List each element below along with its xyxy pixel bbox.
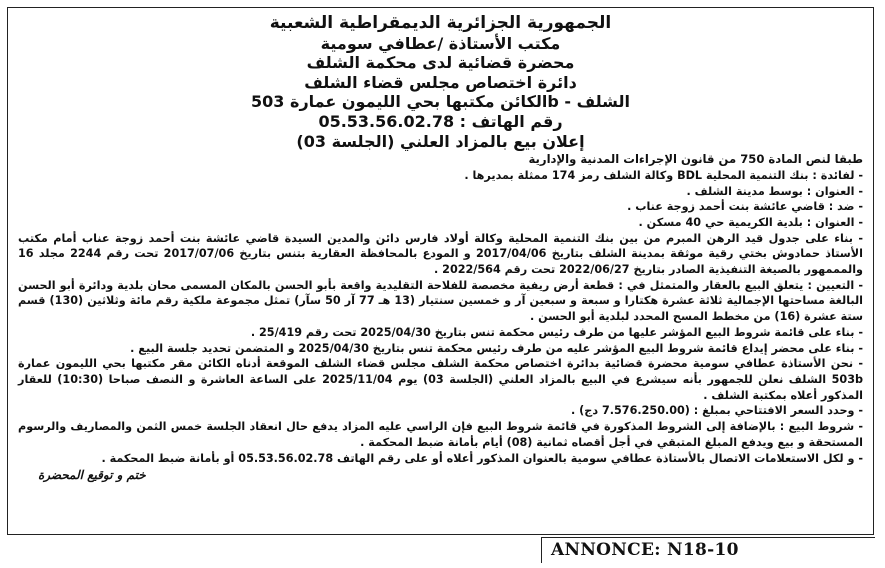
opening-price: - وحدد السعر الافتتاحي بمبلغ : (7.576.250.00 دج) . [571, 404, 863, 418]
header-bailiff: محضرة قضائية لدى محكمة الشلف [306, 53, 575, 73]
contact-info: - و لكل الاستعلامات الاتصال بالأستاذة عطافي سومية بالعنوان المذكور أعلاه أو على رقم الهاتف 05.53.56.02.78 أو بأمانة ضبط المحكمة . [101, 451, 863, 465]
header-phone: رقم الهاتف : 05.53.56.02.78 [318, 111, 563, 131]
mortgage-reference: - بناء على جدول قيد الرهن المبرم من بين بنك التنمية المحلية وكالة أولاد فارس دائن والمدين السيدة قاضي عائشة بنت أحمد زوجة عناب أمام مكتب الأستاذ حمادوش بختي رقية موثقة بمدينة الشلف بتاريخ 2017/04/06 و المودع بالمحافظة العقارية بتنس بتاريخ 2017/07/06 تحت رقم 2244 مجلد 16 والمممهور بالصيغة التنفيذية الصادر بتاريخ 2022/06/27 تحت رقم 2022/564 . [18, 231, 863, 277]
debtor: - ضد : قاضي عائشة بنت أحمد زوجة عناب . [627, 200, 863, 214]
announcement-title: إعلان بيع بالمزاد العلني (الجلسة 03) [296, 131, 585, 151]
debtor-address: - العنوان : بلدية الكريمية حي 40 مسكن . [638, 215, 863, 229]
property-description: - التعيين : يتعلق البيع بالعقار والمتمثل في : قطعة أرض ريفية مخصصة للفلاحة التقليدية واقعة بأبو الحسن بالمكان المسمى محان بلدية ودائرة أبو الحسن البالغة مساحتها الإجمالية ثلاثة عشرة هكتارا و سبعة و سبعين آر و خمسين سنتيار (13 هـ 77 آر 50 سآر) تمثل مجموعة ملكية رقم مائة وثلاثين (130) قسم ستة عشرة (16) من مخطط المسح المحدد لبلدية أبو الحسن . [18, 278, 864, 324]
signature-line: ختم و توقيع المحضرة [38, 468, 146, 483]
sale-terms: - شروط البيع : بالإضافة إلى الشروط المذكورة في قائمة شروط البيع فإن الراسي عليه المزاد يدفع حال انعقاد الجلسة خمس الثمن والمصاريف والرسوم المستحقة و بيع ويدفع المبلغ المتبقي في أجل أقصاه ثمانية (08) أيام بأمانة ضبط المحكمة . [18, 420, 863, 449]
header-jurisdiction: دائرة اختصاص مجلس قضاء الشلف [304, 72, 577, 92]
auction-notice: - نحن الأستاذة عطافي سومية محضرة قضائية بدائرة اختصاص محكمة الشلف مجلس قضاء الشلف الموقعة أدناه الكائن مقر مكتبها بحي الليمون عمارة 503b الشلف نعلن للجمهور بأنه سيشرع في البيع بالمزاد العلني (الجلسة 03) يوم 2025/11/04 على الساعة العاشرة و النصف صباحا (10:30) للعقار المذكور أعلاه بمكتبة الشلف . [18, 357, 863, 402]
beneficiary: - لفائدة : بنك التنمية المحلية BDL وكالة الشلف رمز 174 ممثلة بمديرها . [464, 168, 863, 182]
legal-basis: طبقا لنص المادة 750 من قانون الإجراءات المدنية والإدارية [528, 152, 863, 167]
header-republic: الجمهورية الجزائرية الديمقراطية الشعبية [269, 13, 612, 33]
sale-conditions-reference: - بناء على قائمة شروط البيع المؤشر عليها من طرف رئيس محكمة تنس بتاريخ 2025/04/30 تحت رقم 25/419 . [250, 325, 863, 339]
announcement-header [8, 8, 873, 151]
deposit-report: - بناء على محضر إيداع قائمة شروط البيع المؤشر عليه من طرف رئيس محكمة تنس بتاريخ 2025/04/30 و المتضمن تحديد جلسة البيع . [130, 341, 863, 355]
beneficiary-address: - العنوان : بوسط مدينة الشلف . [686, 184, 863, 198]
annonce-box [541, 537, 875, 563]
annonce-number: ANNONCE: N18-10 [551, 540, 739, 560]
header-office: مكتب الأستاذة /عطافي سومية [320, 33, 561, 53]
header-address: الكائن مكتبها بحي الليمون عمارة 503b - الشلف [251, 92, 630, 112]
announcement-frame [7, 7, 874, 535]
announcement-body [8, 152, 873, 466]
